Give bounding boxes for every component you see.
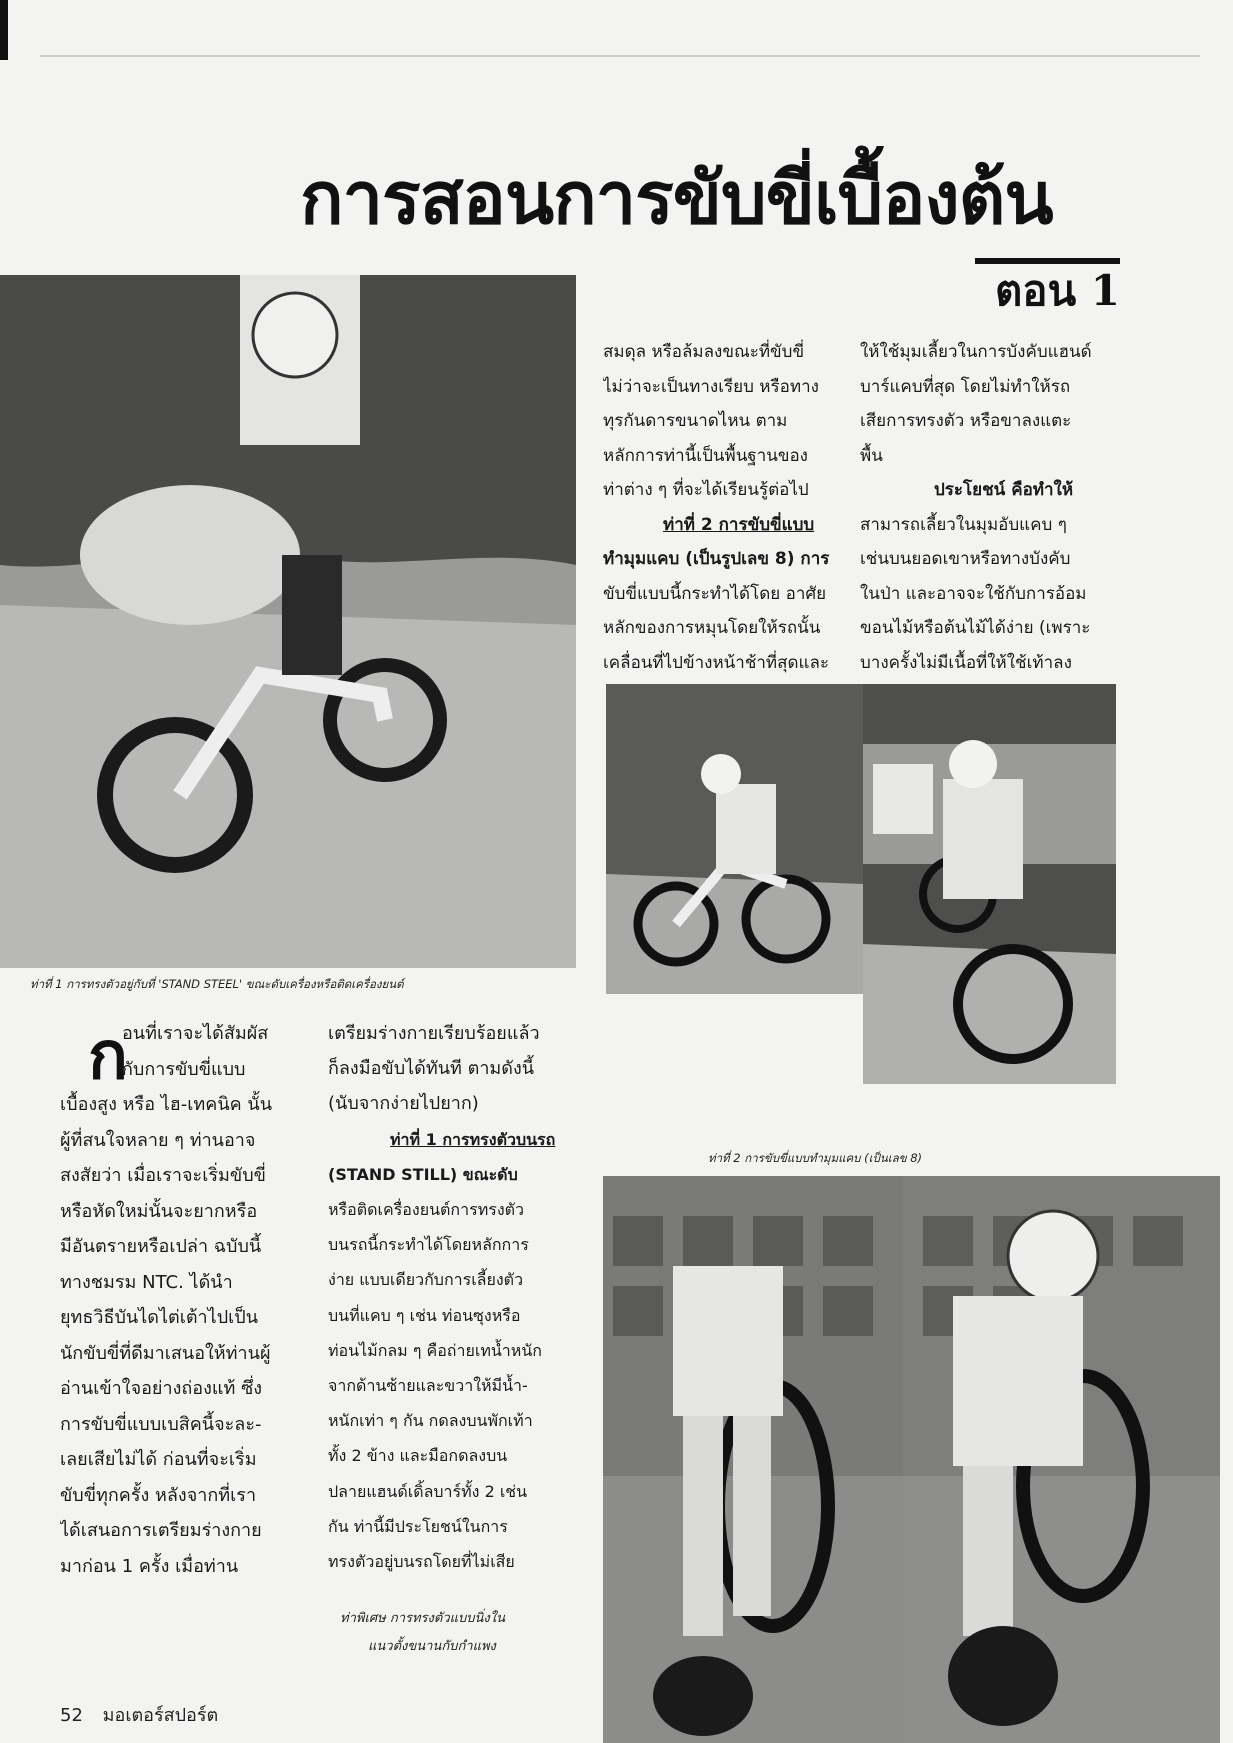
text-line: สมดุล หรือล้มลงขณะที่ขับขี่ [603, 342, 805, 362]
text-line: ปลายแฮนด์เดิ้ลบาร์ทั้ง 2 เช่น [328, 1481, 528, 1501]
text-line: ผู้ที่สนใจหลาย ๆ ท่านอาจ [60, 1129, 256, 1151]
photo-stand-still [0, 275, 576, 968]
section-heading-2: ท่าที่ 2 การขับขี่แบบ [663, 514, 815, 535]
text-line: ทั้ง 2 ข้าง และมือกดลงบน [328, 1446, 508, 1466]
text-line: เช่นบนยอดเขาหรือทางบังคับ [860, 549, 1071, 569]
photo-wall-stand-left [603, 1176, 903, 1743]
text-line: จากด้านซ้ายและขวาให้มีน้ำ- [328, 1376, 528, 1396]
text-col-b [328, 1016, 573, 1579]
article-part: ตอน 1 [994, 266, 1120, 315]
text-line: ขับขี่ทุกครั้ง หลังจากที่เรา [60, 1484, 257, 1506]
text-line: หรือหัดใหม่นั้นจะยากหรือ [60, 1200, 258, 1222]
text-line: ให้ใช้มุมเลี้ยวในการบังคับแฮนด์ [860, 342, 1092, 362]
text-line: ท่าต่าง ๆ ที่จะได้เรียนรู้ต่อไป [603, 480, 809, 500]
text-line: การขับขี่แบบเบสิคนี้จะละ- [60, 1413, 262, 1435]
text-line: อ่านเข้าใจอย่างถ่องแท้ ซึ่ง [60, 1378, 263, 1399]
text-line: ทรงตัวอยู่บนรถโดยที่ไม่เสีย [328, 1552, 515, 1572]
text-line: หนักเท่า ๆ กัน กดลงบนพักเท้า [328, 1411, 533, 1431]
upper-text-col-2 [860, 335, 1120, 680]
text-line: สามารถเลี้ยวในมุมอับแคบ ๆ [860, 514, 1067, 535]
text-line: ได้เสนอการเตรียมร่างกาย [60, 1520, 262, 1541]
photo-wall-stand-right [903, 1176, 1220, 1743]
text-line: มาก่อน 1 ครั้ง เมื่อท่าน [60, 1555, 239, 1577]
text-line: เคลื่อนที่ไปข้างหน้าช้าที่สุดและ [603, 652, 830, 673]
text-line: กับการขับขี่แบบ [122, 1058, 246, 1080]
text-line: ง่าย แบบเดียวกับการเลี้ยงตัว [328, 1270, 524, 1290]
benefit-heading: ประโยชน์ คือทำให้ [934, 480, 1074, 500]
magazine-name: มอเตอร์สปอร์ต [102, 1705, 219, 1726]
text-line: ทางชมรม NTC. ได้นำ [60, 1271, 233, 1293]
text-line: บาร์แคบที่สุด โดยไม่ทำให้รถ [860, 376, 1071, 397]
text-line: อนที่เราจะได้สัมผัส [122, 1023, 269, 1044]
text-line: (นับจากง่ายไปยาก) [328, 1093, 479, 1115]
text-line: บางครั้งไม่มีเนื้อที่ให้ใช้เท้าลง [860, 652, 1072, 673]
text-line: ท่อนไม้กลม ๆ คือถ่ายเทน้ำหนัก [328, 1340, 542, 1360]
drop-cap: ก [88, 1017, 128, 1094]
photo1-caption: ท่าที่ 1 การทรงตัวอยู่กับที่ 'STAND STEEL' ขณะดับเครื่องหรือติดเครื่องยนต์ [30, 977, 404, 991]
text-line: ก็ลงมือขับได้ทันที ตามดังนี้ [328, 1058, 535, 1080]
text-line: บนที่แคบ ๆ เช่น ท่อนซุงหรือ [328, 1305, 521, 1325]
photo2-caption: ท่าที่ 2 การขับขี่แบบทำมุมแคบ (เป็นเลข 8) [708, 1151, 923, 1165]
text-line: ในป่า และอาจจะใช้กับการอ้อม [860, 583, 1087, 604]
scan-edge [0, 0, 8, 60]
text-line: เตรียมร่างกายเรียบร้อยแล้ว [328, 1023, 540, 1044]
photo-figure-eight-left [606, 684, 863, 994]
text-line: นักขับขี่ที่ดีมาเสนอให้ท่านผู้ [60, 1342, 271, 1364]
part-underline [975, 258, 1120, 264]
text-line: สงสัยว่า เมื่อเราจะเริ่มขับขี่ [60, 1165, 266, 1186]
text-line: เบื้องสูง หรือ ไฮ-เทคนิค นั้น [60, 1094, 273, 1115]
intro-col [60, 1016, 305, 1584]
text-line: ทุรกันดารขนาดไหน ตาม [603, 411, 788, 431]
page-number: 52 [60, 1705, 83, 1726]
text-line: ขับขี่แบบนี้กระทำได้โดย อาศัย [603, 583, 827, 604]
text-line: (STAND STILL) ขณะดับ [328, 1164, 518, 1184]
article-title: การสอนการขับขี่เบื้องต้น [300, 155, 1053, 240]
photo3-caption-line2: แนวตั้งขนานกับกำแพง [368, 1639, 496, 1654]
text-line: หลักของการหมุนโดยให้รถนั้น [603, 618, 821, 638]
text-line: กัน ท่านี้มีประโยชน์ในการ [328, 1516, 508, 1536]
text-line: หรือติดเครื่องยนต์การทรงตัว [328, 1200, 525, 1220]
text-line: ขอนไม้หรือต้นไม้ได้ง่าย (เพราะ [860, 618, 1091, 638]
text-line: เสียการทรงตัว หรือขาลงแตะ [860, 411, 1072, 431]
photo-figure-eight-right [863, 684, 1116, 1084]
text-line: ไม่ว่าจะเป็นทางเรียบ หรือทาง [603, 376, 819, 397]
text-line: ยุทธวิธีบันไดไต่เต้าไปเป็น [60, 1307, 259, 1328]
text-line: ทำมุมแคบ (เป็นรูปเลข 8) การ [603, 549, 830, 569]
photo3-caption-line1: ท่าพิเศษ การทรงตัวแบบนิ่งใน [340, 1611, 505, 1626]
text-line: หลักการท่านี้เป็นพื้นฐานของ [603, 445, 808, 466]
text-line: เลยเสียไม่ได้ ก่อนที่จะเริ่ม [60, 1449, 257, 1470]
upper-text-col-1 [603, 335, 847, 680]
text-line: มีอันตรายหรือเปล่า ฉบับนี้ [60, 1236, 262, 1257]
text-line: บนรถนี้กระทำได้โดยหลักการ [328, 1235, 529, 1255]
page-footer [60, 1700, 232, 1729]
text-line: พื้น [860, 445, 883, 466]
section-heading-1: ท่าที่ 1 การทรงตัวบนรถ [390, 1129, 556, 1149]
scan-line [40, 55, 1200, 57]
